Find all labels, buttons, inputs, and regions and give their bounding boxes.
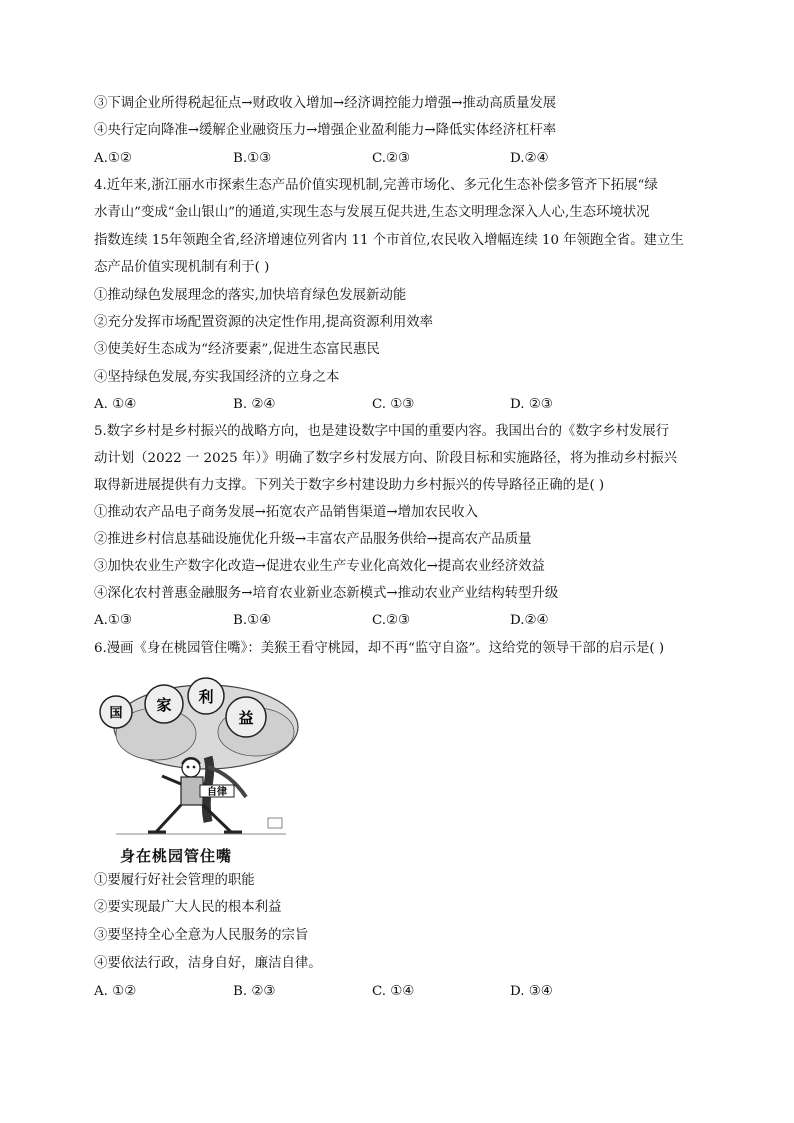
q4-option-a: A. ①④ bbox=[94, 397, 137, 412]
q4-option-d: D. ②③ bbox=[510, 397, 553, 412]
q6-item-1: ①要履行好社会管理的职能 bbox=[94, 873, 255, 888]
q5-options bbox=[94, 612, 714, 630]
q3-item-4: ④央行定向降准→缓解企业融资压力→增强企业盈利能力→降低实体经济杠杆率 bbox=[94, 123, 557, 138]
q4-stem-line-2: 水青山”变成“金山银山”的通道,实现生态与发展互促共进,生态文明理念深入人心,生态环境状况 bbox=[94, 205, 650, 220]
q5-item-3: ③加快农业生产数字化改造→促进农业生产专业化高效化→提高农业经济效益 bbox=[94, 559, 545, 574]
q4-stem-line-1: 4.近年来,浙江丽水市探索生态产品价值实现机制,完善市场化、多元化生态补偿多管齐下拓展“绿 bbox=[94, 178, 658, 193]
q5-option-a: A.①③ bbox=[94, 613, 132, 628]
q5-stem-line-2: 动计划（2022 一 2025 年）》明确了数字乡村发展方向、阶段目标和实施路径，将为推动乡村振兴 bbox=[94, 451, 678, 466]
q3-option-b: B.①③ bbox=[233, 151, 272, 166]
monkey-king-figure bbox=[148, 758, 242, 832]
peach-label-4: 益 bbox=[238, 709, 254, 727]
q6-item-3: ③要坚持全心全意为人民服务的宗旨 bbox=[94, 928, 309, 943]
q5-stem-line-1: 5.数字乡村是乡村振兴的战略方向，也是建设数字中国的重要内容。我国出台的《数字乡村发展行 bbox=[94, 424, 670, 439]
q5-option-c: C.②③ bbox=[372, 613, 411, 628]
q6-options bbox=[94, 983, 714, 1001]
q6-stem: 6.漫画《身在桃园管住嘴》：美猴王看守桃园，却不再“监守自盗”。这给党的领导干部的启示是( ) bbox=[94, 641, 665, 656]
q5-item-2: ②推进乡村信息基础设施优化升级→丰富农产品服务供给→提高农产品质量 bbox=[94, 532, 532, 547]
q4-option-b: B. ②④ bbox=[233, 397, 276, 412]
q4-stem-line-4: 态产品价值实现机制有利于( ) bbox=[94, 260, 270, 275]
cartoon-caption: 身在桃园管住嘴 bbox=[120, 847, 233, 865]
q6-option-a: A. ①② bbox=[94, 984, 137, 999]
q3-option-d: D.②④ bbox=[510, 151, 549, 166]
q4-item-2: ②充分发挥市场配置资源的决定性作用,提高资源利用效率 bbox=[94, 315, 434, 330]
q6-item-4: ④要依法行政，洁身自好，廉洁自律。 bbox=[94, 956, 322, 971]
q3-option-a: A.①② bbox=[94, 151, 132, 166]
q4-item-1: ①推动绿色发展理念的落实,加快培育绿色发展新动能 bbox=[94, 288, 407, 303]
q3-item-3: ③下调企业所得税起征点→财政收入增加→经济调控能力增强→推动高质量发展 bbox=[94, 96, 557, 111]
q4-item-3: ③使美好生态成为“经济要素”,促进生态富民惠民 bbox=[94, 342, 380, 357]
q5-option-b: B.①④ bbox=[233, 613, 272, 628]
q6-option-c: C. ①④ bbox=[372, 984, 415, 999]
q6-item-2: ②要实现最广大人民的根本利益 bbox=[94, 900, 282, 915]
q3-options bbox=[94, 150, 714, 168]
q5-item-1: ①推动农产品电子商务发展→拓宽农产品销售渠道→增加农民收入 bbox=[94, 505, 478, 520]
q4-options bbox=[94, 396, 714, 414]
belt-label: 自律 bbox=[207, 787, 227, 798]
peach-label-1: 国 bbox=[109, 706, 123, 721]
q3-option-c: C.②③ bbox=[372, 151, 411, 166]
q5-stem-line-3: 取得新进展提供有力支撑。下列关于数字乡村建设助力乡村振兴的传导路径正确的是( ) bbox=[94, 478, 605, 493]
cartoon-image bbox=[96, 672, 302, 844]
peach-label-3: 利 bbox=[198, 688, 214, 706]
q4-option-c: C. ①③ bbox=[372, 397, 415, 412]
peach-label-2: 家 bbox=[156, 696, 172, 714]
q5-item-4: ④深化农村普惠金融服务→培育农业新业态新模式→推动农业产业结构转型升级 bbox=[94, 586, 559, 601]
q4-stem-line-3: 指数连续 15年领跑全省,经济增速位列省内 11 个市首位,农民收入增幅连续 10 年领跑全省。建立生 bbox=[94, 233, 684, 248]
q5-option-d: D.②④ bbox=[510, 613, 549, 628]
q6-option-d: D. ③④ bbox=[510, 984, 553, 999]
q4-item-4: ④坚持绿色发展,夯实我国经济的立身之本 bbox=[94, 370, 340, 385]
q6-option-b: B. ②③ bbox=[233, 984, 276, 999]
